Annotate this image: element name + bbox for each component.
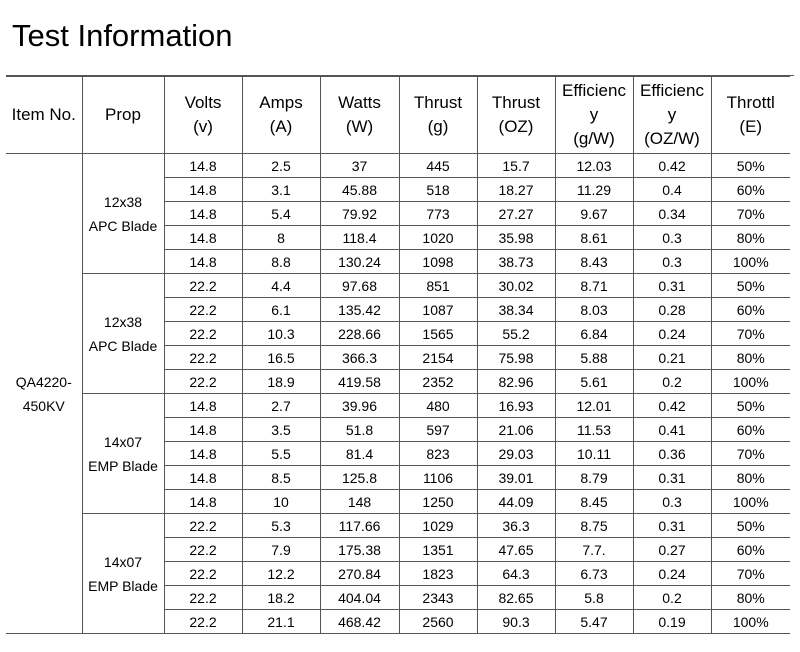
cell-thrust-oz: 29.03: [477, 442, 555, 466]
cell-throttle: 100%: [711, 250, 790, 274]
cell-efficiency-ozw: 0.3: [633, 250, 711, 274]
header-line: y: [589, 105, 599, 124]
header-watts: [320, 77, 399, 154]
cell-watts: 118.4: [320, 226, 399, 250]
cell-efficiency-ozw: 0.4: [633, 178, 711, 202]
cell-efficiency-gw: 5.61: [555, 370, 633, 394]
cell-efficiency-gw: 8.79: [555, 466, 633, 490]
cell-throttle: 70%: [711, 322, 790, 346]
cell-throttle: 100%: [711, 610, 790, 634]
cell-efficiency-gw: 10.11: [555, 442, 633, 466]
cell-volts: 22.2: [164, 562, 242, 586]
cell-efficiency-ozw: 0.27: [633, 538, 711, 562]
header-amps: [242, 77, 320, 154]
cell-watts: 148: [320, 490, 399, 514]
cell-thrust-oz: 82.65: [477, 586, 555, 610]
cell-throttle: 100%: [711, 490, 790, 514]
header-line: y: [667, 105, 677, 124]
header-line: Watts: [338, 93, 381, 112]
title-bar: [6, 0, 794, 76]
cell-thrust-oz: 82.96: [477, 370, 555, 394]
cell-watts: 51.8: [320, 418, 399, 442]
prop-line: EMP Blade: [88, 577, 158, 594]
cell-efficiency-gw: 9.67: [555, 202, 633, 226]
cell-amps: 8.8: [242, 250, 320, 274]
cell-thrust-g: 518: [399, 178, 477, 202]
cell-amps: 18.9: [242, 370, 320, 394]
cell-watts: 97.68: [320, 274, 399, 298]
cell-efficiency-ozw: 0.21: [633, 346, 711, 370]
cell-efficiency-gw: 8.45: [555, 490, 633, 514]
cell-efficiency-gw: 8.61: [555, 226, 633, 250]
table-row: [6, 514, 790, 538]
cell-watts: 79.92: [320, 202, 399, 226]
cell-watts: 125.8: [320, 466, 399, 490]
header-line: Volts: [184, 93, 222, 112]
cell-efficiency-ozw: 0.31: [633, 466, 711, 490]
item-no-line: 450KV: [22, 397, 65, 414]
header-line: Efficienc: [640, 81, 704, 100]
header-line: Amps: [259, 93, 303, 112]
cell-volts: 14.8: [164, 178, 242, 202]
cell-watts: 45.88: [320, 178, 399, 202]
cell-amps: 12.2: [242, 562, 320, 586]
cell-volts: 22.2: [164, 346, 242, 370]
cell-throttle: 70%: [711, 442, 790, 466]
cell-throttle: 60%: [711, 418, 790, 442]
header-volts: [164, 77, 242, 154]
cell-amps: 21.1: [242, 610, 320, 634]
item-no-cell: [6, 154, 82, 634]
prop-line: 14x07: [103, 433, 143, 450]
table-row: [6, 274, 790, 298]
cell-amps: 10: [242, 490, 320, 514]
header-line: (v): [193, 117, 213, 136]
cell-efficiency-ozw: 0.36: [633, 442, 711, 466]
prop-line: 14x07: [103, 553, 143, 570]
cell-efficiency-gw: 6.73: [555, 562, 633, 586]
header-thrust-oz: [477, 77, 555, 154]
cell-watts: 366.3: [320, 346, 399, 370]
cell-watts: 404.04: [320, 586, 399, 610]
cell-thrust-oz: 36.3: [477, 514, 555, 538]
header-item-no: [6, 77, 82, 154]
cell-volts: 14.8: [164, 442, 242, 466]
prop-line: 12x38: [103, 193, 143, 210]
header-line: Thrust: [413, 93, 463, 112]
cell-efficiency-gw: 8.75: [555, 514, 633, 538]
cell-thrust-oz: 38.73: [477, 250, 555, 274]
cell-efficiency-ozw: 0.42: [633, 394, 711, 418]
cell-throttle: 100%: [711, 370, 790, 394]
cell-volts: 22.2: [164, 610, 242, 634]
cell-efficiency-gw: 8.03: [555, 298, 633, 322]
cell-throttle: 80%: [711, 466, 790, 490]
cell-thrust-g: 1823: [399, 562, 477, 586]
cell-efficiency-ozw: 0.2: [633, 586, 711, 610]
cell-efficiency-ozw: 0.24: [633, 322, 711, 346]
cell-efficiency-ozw: 0.31: [633, 514, 711, 538]
cell-thrust-oz: 44.09: [477, 490, 555, 514]
cell-volts: 14.8: [164, 154, 242, 178]
cell-thrust-oz: 39.01: [477, 466, 555, 490]
cell-volts: 14.8: [164, 394, 242, 418]
cell-amps: 3.1: [242, 178, 320, 202]
cell-thrust-g: 597: [399, 418, 477, 442]
cell-thrust-oz: 38.34: [477, 298, 555, 322]
cell-amps: 10.3: [242, 322, 320, 346]
header-efficiency-gw: [555, 77, 633, 154]
cell-efficiency-gw: 8.43: [555, 250, 633, 274]
cell-efficiency-gw: 12.01: [555, 394, 633, 418]
cell-throttle: 80%: [711, 346, 790, 370]
cell-throttle: 70%: [711, 562, 790, 586]
cell-amps: 18.2: [242, 586, 320, 610]
cell-amps: 2.5: [242, 154, 320, 178]
cell-volts: 14.8: [164, 250, 242, 274]
prop-cell: [82, 154, 164, 274]
table-row: [6, 394, 790, 418]
cell-volts: 22.2: [164, 322, 242, 346]
cell-watts: 37: [320, 154, 399, 178]
header-line: (A): [269, 117, 293, 136]
cell-watts: 117.66: [320, 514, 399, 538]
cell-efficiency-ozw: 0.24: [633, 562, 711, 586]
cell-thrust-g: 1565: [399, 322, 477, 346]
header-line: (g/W): [573, 129, 615, 148]
header-line: Efficienc: [562, 81, 626, 100]
header-row: [6, 77, 790, 154]
cell-volts: 22.2: [164, 514, 242, 538]
cell-thrust-oz: 30.02: [477, 274, 555, 298]
cell-thrust-oz: 21.06: [477, 418, 555, 442]
cell-efficiency-gw: 11.53: [555, 418, 633, 442]
cell-thrust-oz: 90.3: [477, 610, 555, 634]
cell-thrust-oz: 47.65: [477, 538, 555, 562]
cell-watts: 468.42: [320, 610, 399, 634]
header-line: (g): [427, 117, 449, 136]
prop-line: APC Blade: [88, 217, 158, 234]
cell-throttle: 60%: [711, 298, 790, 322]
prop-line: APC Blade: [88, 337, 158, 354]
prop-line: 12x38: [103, 313, 143, 330]
cell-throttle: 50%: [711, 154, 790, 178]
cell-efficiency-ozw: 0.34: [633, 202, 711, 226]
cell-throttle: 50%: [711, 514, 790, 538]
cell-amps: 16.5: [242, 346, 320, 370]
cell-thrust-g: 851: [399, 274, 477, 298]
cell-throttle: 60%: [711, 538, 790, 562]
cell-efficiency-gw: 12.03: [555, 154, 633, 178]
cell-watts: 81.4: [320, 442, 399, 466]
cell-thrust-g: 1106: [399, 466, 477, 490]
cell-thrust-g: 2352: [399, 370, 477, 394]
cell-thrust-g: 1020: [399, 226, 477, 250]
header-line: (OZ): [498, 117, 534, 136]
cell-efficiency-ozw: 0.28: [633, 298, 711, 322]
cell-volts: 22.2: [164, 274, 242, 298]
cell-throttle: 80%: [711, 586, 790, 610]
prop-cell: [82, 514, 164, 634]
cell-thrust-g: 445: [399, 154, 477, 178]
cell-watts: 130.24: [320, 250, 399, 274]
cell-thrust-oz: 55.2: [477, 322, 555, 346]
header-line: Prop: [105, 105, 141, 124]
header-efficiency-ozw: [633, 77, 711, 154]
cell-thrust-oz: 15.7: [477, 154, 555, 178]
cell-thrust-g: 1087: [399, 298, 477, 322]
header-throttle: [711, 77, 790, 154]
header-line: Throttl: [726, 93, 775, 112]
cell-efficiency-gw: 11.29: [555, 178, 633, 202]
cell-watts: 175.38: [320, 538, 399, 562]
cell-thrust-oz: 35.98: [477, 226, 555, 250]
cell-efficiency-ozw: 0.3: [633, 490, 711, 514]
cell-thrust-g: 823: [399, 442, 477, 466]
cell-efficiency-ozw: 0.31: [633, 274, 711, 298]
cell-thrust-oz: 27.27: [477, 202, 555, 226]
cell-thrust-oz: 16.93: [477, 394, 555, 418]
cell-amps: 2.7: [242, 394, 320, 418]
cell-volts: 22.2: [164, 370, 242, 394]
cell-volts: 14.8: [164, 466, 242, 490]
cell-thrust-oz: 18.27: [477, 178, 555, 202]
cell-amps: 5.4: [242, 202, 320, 226]
page-title: Test Information: [12, 18, 233, 53]
cell-efficiency-ozw: 0.42: [633, 154, 711, 178]
prop-line: EMP Blade: [88, 457, 158, 474]
cell-efficiency-gw: 5.88: [555, 346, 633, 370]
cell-efficiency-gw: 5.8: [555, 586, 633, 610]
cell-efficiency-ozw: 0.3: [633, 226, 711, 250]
cell-throttle: 60%: [711, 178, 790, 202]
prop-cell: [82, 274, 164, 394]
item-no-line: QA4220-: [15, 373, 72, 390]
cell-watts: 228.66: [320, 322, 399, 346]
cell-amps: 5.5: [242, 442, 320, 466]
cell-watts: 419.58: [320, 370, 399, 394]
cell-throttle: 50%: [711, 394, 790, 418]
cell-efficiency-ozw: 0.2: [633, 370, 711, 394]
cell-volts: 22.2: [164, 298, 242, 322]
cell-thrust-oz: 64.3: [477, 562, 555, 586]
cell-watts: 39.96: [320, 394, 399, 418]
cell-watts: 270.84: [320, 562, 399, 586]
cell-amps: 6.1: [242, 298, 320, 322]
cell-thrust-g: 1351: [399, 538, 477, 562]
cell-efficiency-gw: 8.71: [555, 274, 633, 298]
cell-thrust-g: 773: [399, 202, 477, 226]
header-prop: [82, 77, 164, 154]
cell-thrust-g: 1250: [399, 490, 477, 514]
table-body: [6, 154, 790, 634]
cell-efficiency-gw: 5.47: [555, 610, 633, 634]
cell-watts: 135.42: [320, 298, 399, 322]
prop-cell: [82, 394, 164, 514]
cell-volts: 14.8: [164, 490, 242, 514]
cell-thrust-g: 2560: [399, 610, 477, 634]
cell-throttle: 50%: [711, 274, 790, 298]
cell-thrust-g: 1098: [399, 250, 477, 274]
cell-thrust-g: 2154: [399, 346, 477, 370]
cell-volts: 14.8: [164, 202, 242, 226]
cell-volts: 22.2: [164, 586, 242, 610]
header-line: (OZ/W): [644, 129, 700, 148]
cell-amps: 4.4: [242, 274, 320, 298]
cell-efficiency-ozw: 0.19: [633, 610, 711, 634]
cell-volts: 22.2: [164, 538, 242, 562]
cell-thrust-g: 480: [399, 394, 477, 418]
table-row: [6, 154, 790, 178]
cell-amps: 3.5: [242, 418, 320, 442]
cell-efficiency-gw: 7.7.: [555, 538, 633, 562]
header-line: (W): [345, 117, 374, 136]
cell-efficiency-gw: 6.84: [555, 322, 633, 346]
cell-amps: 8.5: [242, 466, 320, 490]
header-line: Thrust: [491, 93, 541, 112]
cell-amps: 7.9: [242, 538, 320, 562]
cell-throttle: 80%: [711, 226, 790, 250]
cell-amps: 5.3: [242, 514, 320, 538]
header-line: (E): [739, 117, 763, 136]
cell-throttle: 70%: [711, 202, 790, 226]
header-thrust-g: [399, 77, 477, 154]
header-line: Item No.: [11, 105, 76, 124]
cell-volts: 14.8: [164, 418, 242, 442]
cell-thrust-g: 2343: [399, 586, 477, 610]
cell-thrust-oz: 75.98: [477, 346, 555, 370]
test-data-table: [6, 76, 790, 634]
cell-efficiency-ozw: 0.41: [633, 418, 711, 442]
cell-volts: 14.8: [164, 226, 242, 250]
cell-thrust-g: 1029: [399, 514, 477, 538]
cell-amps: 8: [242, 226, 320, 250]
